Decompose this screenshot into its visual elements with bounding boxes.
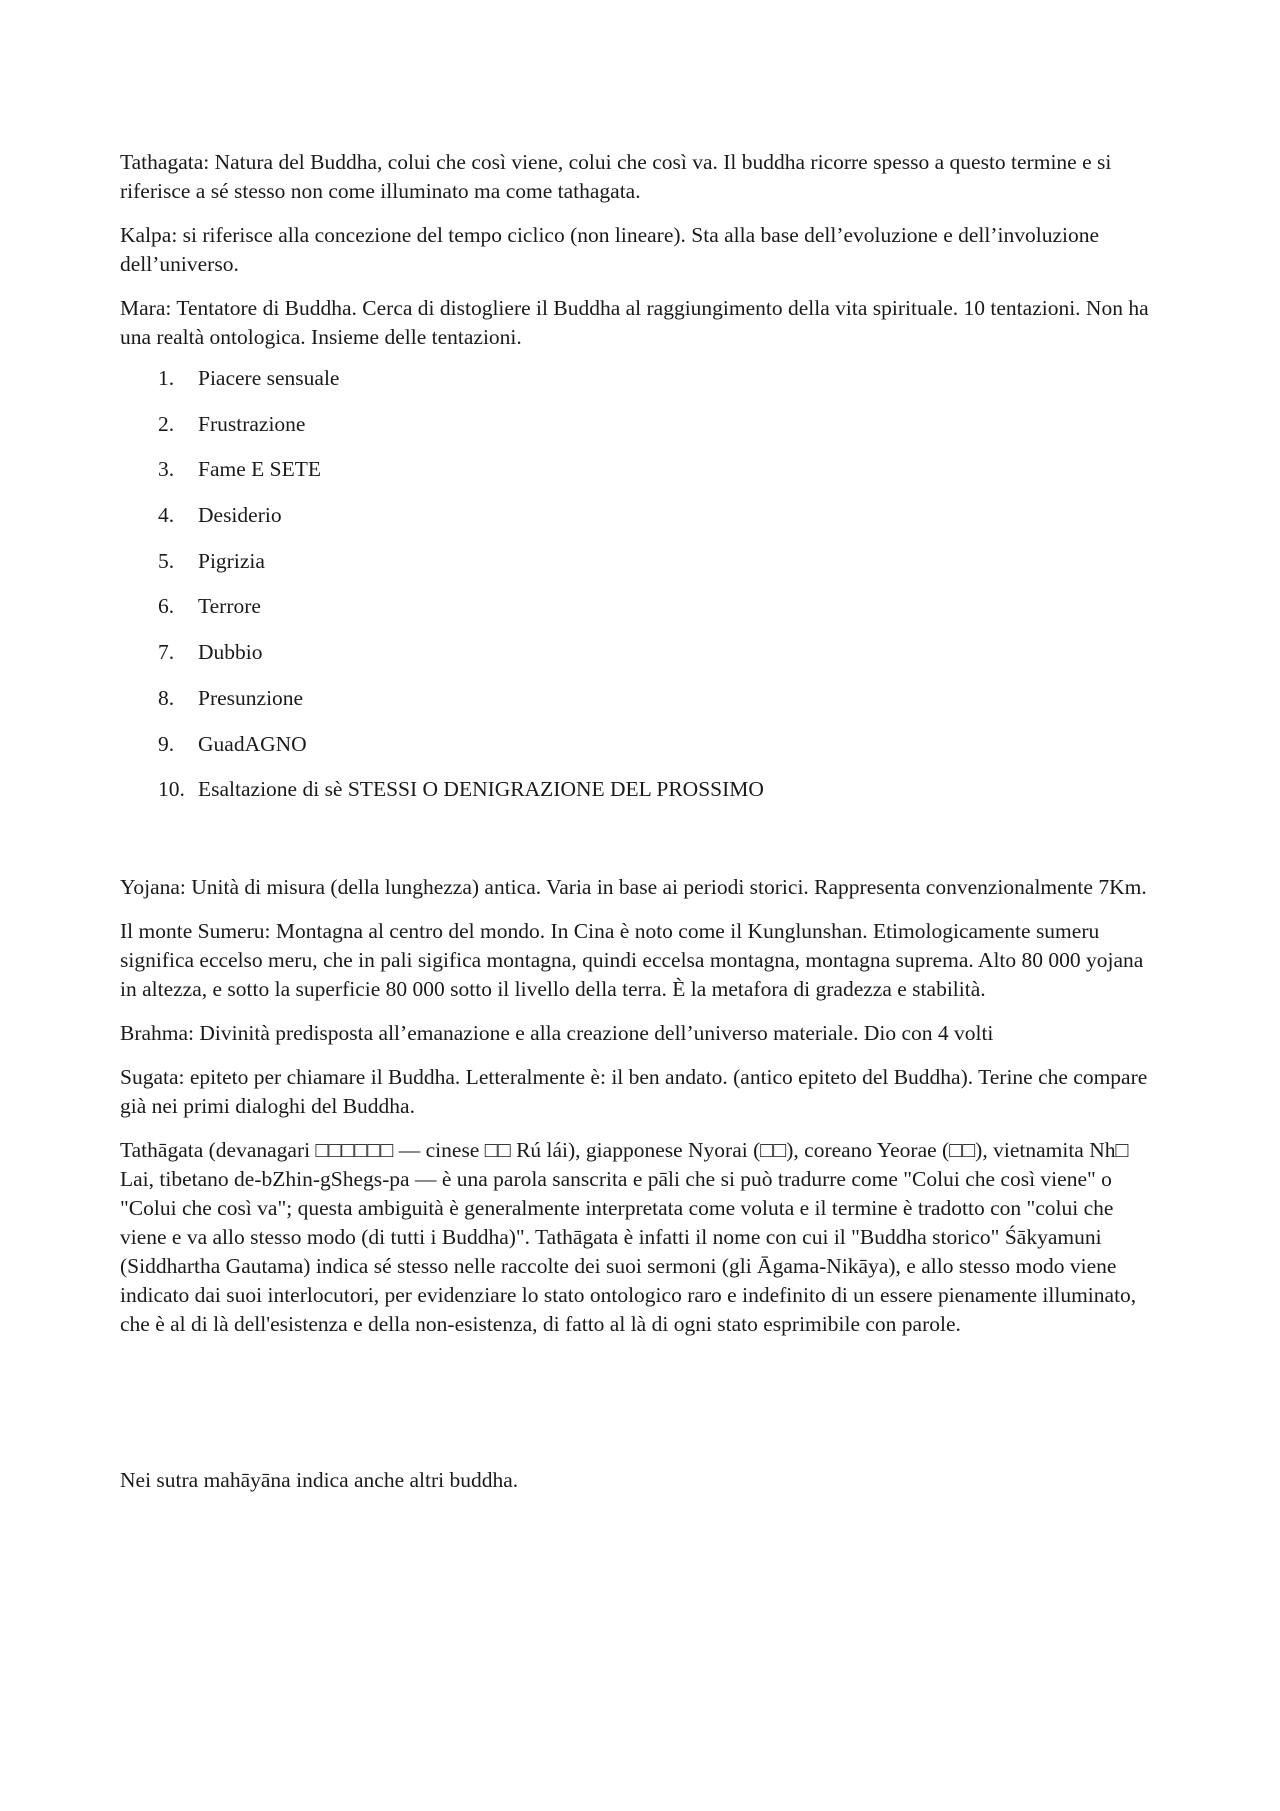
list-number: 3. (158, 457, 175, 482)
paragraph-sugata: Sugata: epiteto per chiamare il Buddha. Letteralmente è: il ben andato. (antico epiteto del Buddha). Terine che compare già nei primi dialoghi del Buddha. (120, 1064, 1148, 1118)
paragraph-tathagata-long: Tathāgata (devanagari □□□□□□ — cinese □□ Rú lái), giapponese Nyorai (□□), coreano Yeorae (□□), vietnamita Nh□ Lai, tibetano de-bZhin-gShegs-pa — è una parola sanscrita e pāli che si può tradurre come "Colui che così viene" o "Colui che così va"; questa ambiguità è generalmente interpretata come voluta e il termine è tradotto con "colui che viene e va allo stesso modo (di tutti i Buddha)". Tathāgata è infatti il nome con cui il "Buddha storico" Śākyamuni (Siddhartha Gautama) indica sé stesso nelle raccolte dei suoi sermoni (gli Āgama-Nikāya), e allo stesso modo viene indicato dai suoi interlocutori, per evidenziare lo stato ontologico raro e indefinito di un essere pienamente illuminato, che è al di là dell'esistenza e della non-esistenza, di fatto al là di ogni stato esprimibile con parole. (120, 1137, 1137, 1336)
list-item-text: Fame E SETE (198, 457, 322, 482)
list-number: 9. (158, 731, 175, 756)
list-item (120, 684, 1165, 730)
list-item-text: Esaltazione di sè STESSI O DENIGRAZIONE DEL PROSSIMO (198, 777, 764, 802)
list-item-text: Piacere sensuale (198, 366, 340, 390)
spacer (120, 1354, 1165, 1466)
list-item-text: Presunzione (198, 685, 304, 710)
paragraph-mara: Mara: Tentatore di Buddha. Cerca di distogliere il Buddha al raggiungimento della vita spirituale. 10 tentazioni. Non ha una realtà ontologica. Insieme delle tentazioni. (120, 296, 1149, 349)
list-number: 8. (158, 685, 175, 710)
list-item-text: GuadAGNO (198, 731, 307, 756)
paragraph-sumeru: Il monte Sumeru: Montagna al centro del mondo. In Cina è noto come il Kunglunshan. Etimologicamente sumeru significa eccelso meru, che in pali sigifica montagna, quindi eccelsa montagna, montagna suprema. Alto 80 000 yojana in altezza, e sotto la superficie 80 000 sotto il livello della terra. È la metafora di gradezza e stabilità. (120, 918, 1144, 1001)
list-item (120, 410, 1165, 456)
list-number: 4. (158, 503, 175, 528)
paragraph-tathagata: Tathagata: Natura del Buddha, colui che così viene, colui che così va. Il buddha ricorre spesso a questo termine e si riferisce a sé stesso non come illuminato ma come tathagata. (120, 150, 1112, 203)
paragraph-brahma: Brahma: Divinità predisposta all’emanazione e alla creazione dell’universo materiale. Dio con 4 volti (120, 1020, 994, 1045)
list-number: 6. (158, 594, 175, 619)
temptations-list (120, 364, 1165, 821)
document-page (120, 148, 1165, 1510)
list-item (120, 638, 1165, 684)
paragraph-yojana: Yojana: Unità di misura (della lunghezza) antica. Varia in base ai periodi storici. Rappresenta convenzionalmente 7Km. (120, 874, 1147, 899)
list-item (120, 775, 1165, 821)
list-number: 1. (158, 366, 175, 390)
list-item-text: Terrore (198, 594, 261, 619)
list-item (120, 501, 1165, 547)
paragraph-kalpa: Kalpa: si riferisce alla concezione del tempo ciclico (non lineare). Sta alla base dell’evoluzione e dell’involuzione dell’universo. (120, 223, 1100, 276)
list-item (120, 730, 1165, 776)
list-number: 7. (158, 640, 175, 665)
list-item-text: Pigrizia (198, 548, 265, 573)
list-item (120, 592, 1165, 638)
list-item (120, 455, 1165, 501)
spacer (120, 821, 1165, 873)
paragraph-mahayana: Nei sutra mahāyāna indica anche altri buddha. (120, 1467, 519, 1492)
list-item-text: Desiderio (198, 503, 282, 528)
list-item-text: Frustrazione (198, 411, 306, 436)
list-item-text: Dubbio (198, 640, 263, 665)
list-number: 5. (158, 548, 175, 573)
list-number: 10. (158, 777, 185, 802)
list-item (120, 364, 1165, 410)
list-item (120, 547, 1165, 593)
list-number: 2. (158, 411, 175, 436)
